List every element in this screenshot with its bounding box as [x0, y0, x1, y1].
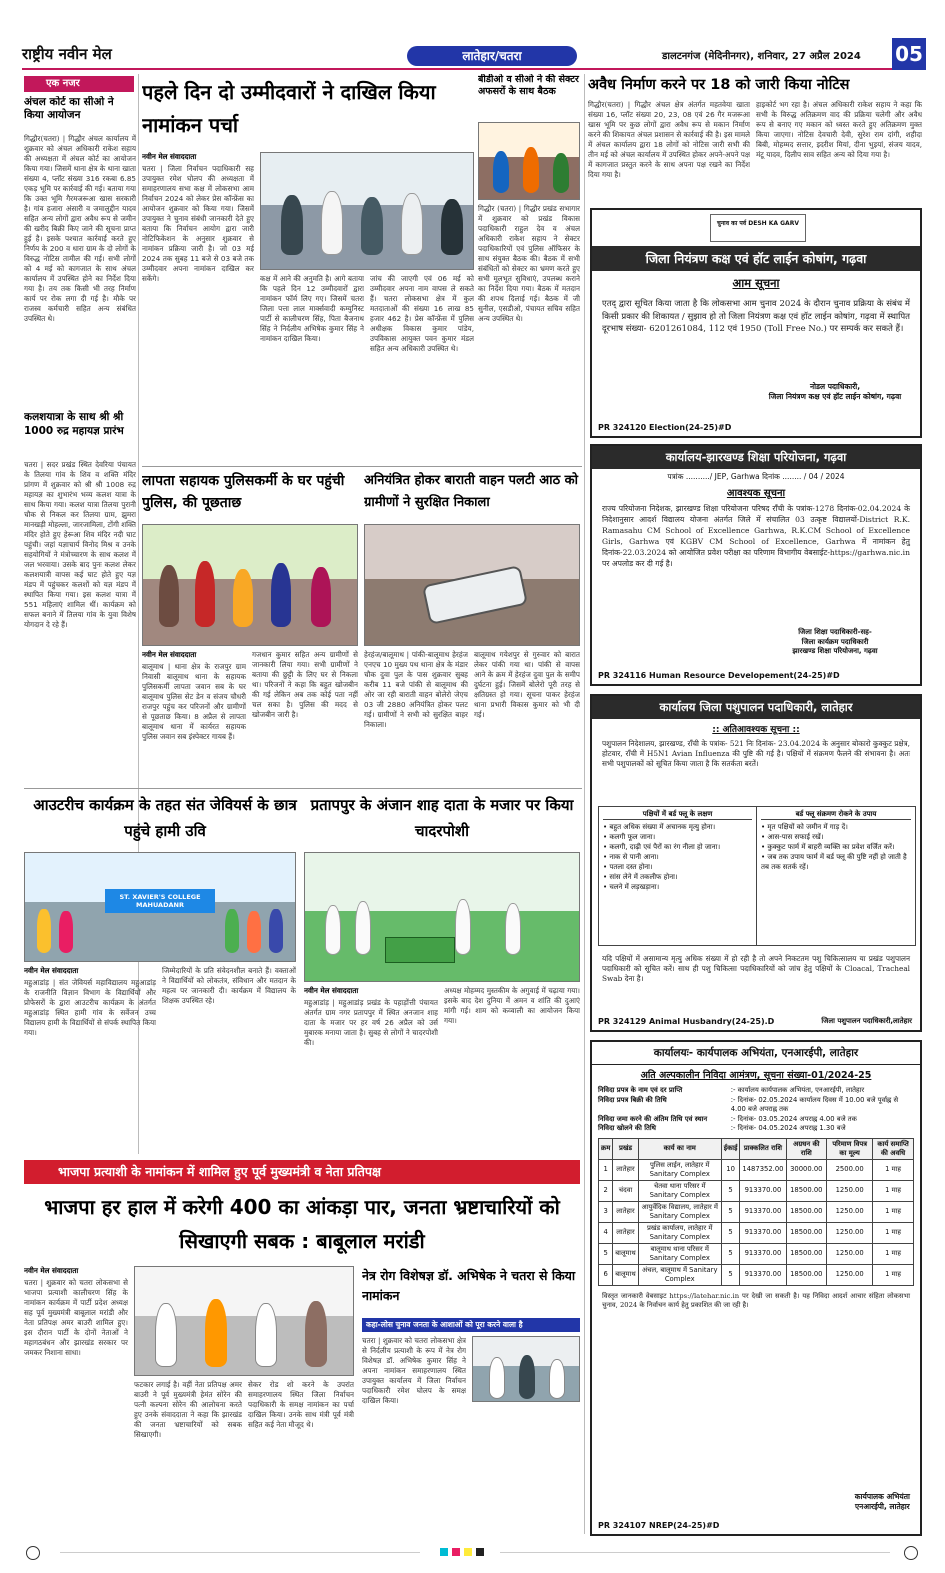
table-cell: लातेहार — [613, 1222, 638, 1243]
tender-info-value: :- दिनांक- 04.05.2024 अपराह्न 1.30 बजे — [730, 1124, 846, 1132]
list-item: • कुक्कुट फार्म में बाहरी व्यक्ति का प्रवेश वर्जित करें। — [761, 843, 895, 851]
symptoms-list — [603, 822, 752, 892]
illegal-article-col2: हाइकोर्ट भग रहा है। अंचल अधिकारी राकेश सहाय ने कहा कि सभी के विरुद्ध अतिक्रमण वाद की प्रक्रिया चलेगी और अवैध रूप से बनाए गए मकान को ध्वस्त करते हुए अतिक्रमण मुक्त किया जाएगा। नोटिस देवचारी देवी, सुरेश राम दांगी, शहीदा बिबी, मोहम्मद सत्तार, इदरीश मियां, दीना भुइयां, संजय यादव, मंटू यादव, दिलीप साव सहित अन्य को दिया गया है। — [756, 100, 922, 159]
police-headline: लापता सहायक पुलिसकर्मी के घर पहुंची पुलिस, की पूछताछ — [142, 473, 345, 511]
registration-mark — [904, 1546, 918, 1560]
outreach-article-col1 — [24, 966, 156, 1156]
color-swatch — [452, 1548, 460, 1556]
ek-nazar-tag: एक नजर — [24, 76, 134, 92]
education-body: राज्य परियोजना निदेशक, झारखण्ड शिक्षा परियोजना परिषद राँची के पत्रांक-1278 दिनांक-02.04.2024 के निदेशानुसार आदर्श विद्यालय योजना अंतर्गत जिले में संचालित 03 उत्कृष्ट विद्यालयों-District R.K. Ramasahu CM School of Excellence Garhwa, R.K.CM School of Excellence Girls, Garhwa एवं KGBV CM School of Excellence, Garhwa में नामांकन हेतु दिनांक-22.03.2024 को आयोजित प्रवेश परीक्षा का परिणाम विभागीय वेबसाईट-https://garhwa.nic.in पर अपलोड कर दी गई है। — [602, 504, 910, 568]
control-room-signature — [760, 382, 910, 402]
table-cell: 1 माह — [873, 1180, 914, 1201]
table-cell: 1 माह — [873, 1243, 914, 1264]
animal-pr: PR 324129 Animal Husbandry(24-25).D — [598, 1017, 775, 1026]
tender-notice — [590, 1040, 922, 1536]
accident-article-col2: बालूमाथ गयेशपुर से गुरुवार को बारात लेकर पांकी गया था। पांकी से वापस आने के क्रम में हेरहंज दुवा पुल के समीप दुर्घटना हुई। जिसमें बोलेरो पूरी तरह से क्षतिग्रस्त हो गया। सूचना पाकर हेरहंज थाना प्रभारी विकास कुमार को भी दी गई। — [474, 650, 580, 719]
mazar-headline: प्रतापपुर के अंजान शाह दाता के मजार पर किया चादरपोशी — [310, 796, 574, 840]
education-signature — [760, 628, 910, 657]
eye-article: चतरा | शुक्रवार को चतरा लोकसभा क्षेत्र से निर्दलीय प्रत्याशी के रूप में नेत्र रोग विशेषज्ञ डॉ. अभिषेक कुमार सिंह ने अपना नामांकन समाहरणालय स्थित उपायुक्त कार्यालय में जिला निर्वाचन पदाधिकारी रमेश घोलप के समक्ष दाखिल किया। — [362, 1336, 466, 1405]
table-cell: बालूमाथ — [613, 1264, 638, 1285]
list-item: • कलगी फूल जाना। — [603, 833, 656, 841]
outreach-photo — [24, 852, 296, 962]
tender-table — [598, 1138, 914, 1286]
registration-mark — [26, 1546, 40, 1560]
education-pr: PR 324116 Human Resource Developement(24-25)#D — [598, 671, 840, 680]
lead-article-col2: कक्ष में आने की अनुमति है। आगे बताया कि पहले दिन 12 उम्मीदवारों द्वारा नामांकन फॉर्म लिए गए। जिसमें चतरा जिला पत्ता लाल मार्क्सवादी कम्युनिस्ट पार्टी से कालीचरण सिंह, पिता बैजनाथ सिंह ने निर्दलीय अभिषेक कुमार सिंह ने नामांकन दाखिल किया। — [260, 274, 364, 343]
table-cell: 5 — [599, 1243, 613, 1264]
bjp-strap-band: भाजपा प्रत्याशी के नामांकन में शामिल हुए पूर्व मुख्यमंत्री व नेता प्रतिपक्ष — [24, 1160, 580, 1184]
mazar-photo — [304, 852, 580, 982]
table-cell: 5 — [721, 1222, 740, 1243]
table-cell: 5 — [721, 1243, 740, 1264]
outreach-paragraph-1: महुआडांड़ | संत जेवियर्स महाविद्यालय महुआडांड़ के राजनीति विज्ञान विभाग के विद्यार्थियों और प्रोफेसरों के द्वारा आउटरीच कार्यक्रम के अंतर्गत महुआडांड़ स्थित हामी गांव के सर्वेजन उच्च विद्यालय हामी के विद्यार्थियों से संपर्क स्थापित किया गया। — [24, 978, 156, 1037]
table-cell: 1 माह — [873, 1159, 914, 1180]
table-cell: लातेहार — [613, 1159, 638, 1180]
list-item: • कलगी, दाढ़ी एवं पैरों का रंग नीला हो जाना। — [603, 843, 721, 851]
tender-info-value: :- दिनांक- 02.05.2024 कार्यालय दिवस में 10.00 बजे पूर्वाह्न से 4.00 बजे अपराह्न तक — [730, 1095, 899, 1113]
bird-flu-table — [598, 806, 916, 946]
police-paragraph-1: बालूमाथ | थाना क्षेत्र के राजपुर ग्राम निवासी बालूमाथ थाना के सहायक पुलिसकर्मी लापता जवान सब के घर बालूमाथ पुलिस सेट डेन व संजय चौधरी राजपुर पहुंच कर परिजनों और ग्रामीणों से पूछताछ किया। 8 अप्रैल से लापता बालूमाथ थाना में कार्यरत सहायक पुलिस जवान सब इंस्पेक्टर गायब हैं। — [142, 662, 246, 741]
table-cell: 30000.00 — [786, 1159, 827, 1180]
tender-signature — [855, 1492, 910, 1512]
tender-info-row — [598, 1086, 914, 1096]
tender-title: कार्यालयः- कार्यपालक अभियंता, एनआरईपी, लातेहार — [592, 1042, 920, 1065]
tender-notes: विस्तृत जानकारी वेबसाइट https://latehar.nic.in पर देखी जा सकती है। यह निविदा आदर्श आचार संहिता लोकसभा चुनाव, 2024 के निर्वाचन कार्य हेतु प्रकाशित की जा रही है। — [602, 1291, 910, 1309]
education-title: कार्यालय-झारखण्ड शिक्षा परियोजना, गढ़वा — [592, 446, 920, 469]
signature-line: एनआरईपी, लातेहार — [855, 1502, 910, 1511]
mazar-article-col2: अध्यक्ष मोहम्मद मुस्तकीम के अगुवाई में चढ़ाया गया। इसके बाद देश दुनिया में अमन व शांति की दुआएं मांगी गई। शाम को कव्वाली का आयोजन किया गया। — [444, 986, 580, 1025]
table-cell: 913370.00 — [740, 1201, 786, 1222]
bjp-headline: भाजपा हर हाल में करेगी 400 का आंकड़ा पार, जनता भ्रष्टाचारियों को सिखाएगी सबक : बाबूलाल मरांडी — [44, 1195, 560, 1253]
control-room-body: एतद् द्वारा सूचित किया जाता है कि लोकसभा आम चुनाव 2024 के दौरान चुनाव प्रक्रिया के संबंध में किसी प्रकार की शिकायत / सुझाव हो तो जिला नियंत्रण कक्ष एवं हॉट लाईन कोषांग, गढ़वा में स्थापित दूरभाष संख्या- 6201261084, 112 एवं 1950 (Toll Free No.) पर सम्पर्क कर सकते हैं। — [602, 299, 910, 334]
tender-table-body — [599, 1159, 914, 1285]
animal-signature: जिला पशुपालन पदाधिकारी,लातेहार — [821, 1017, 912, 1025]
left-headline-2: कलशयात्रा के साथ श्री श्री 1000 रुद्र महायज्ञ प्रारंभ — [24, 411, 124, 437]
symptoms-column — [599, 807, 757, 945]
list-item: • बहुत अधिक संख्या में अचानक मृत्यु होना। — [603, 823, 716, 831]
tender-info-label: निविदा प्रपत्र के नाम एवं दर प्राप्ति — [598, 1086, 683, 1094]
police-byline: नवीन मेल संवाददाता — [142, 650, 197, 659]
bjp-paragraph-1: चतरा | शुक्रवार को चतरा लोकसभा से भाजपा प्रत्याशी कालीचरण सिंह के नामांकन कार्यक्रम में पार्टी प्रदेश अध्यक्ष सह पूर्व मुख्यमंत्री बाबूलाल मरांडी और नेता प्रतिपक्ष अमर बाउरी शामिल हुए। इस दौरान पार्टी के दोनों नेताओं ने महागठबंधन और झारखंड सरकार पर जमकर निशाना साधा। — [24, 1278, 128, 1357]
tender-info-row — [598, 1115, 914, 1125]
outreach-byline: नवीन मेल संवाददाता — [24, 966, 79, 975]
table-cell: बालूमाथ — [613, 1243, 638, 1264]
tender-column-header: कार्य समाप्ति की अवधि — [873, 1138, 914, 1159]
list-item: • मृत पक्षियों को जमीन में गाड़ दें। — [761, 823, 848, 831]
table-cell: 1487352.00 — [740, 1159, 786, 1180]
eye-headline: नेत्र रोग विशेषज्ञ डॉ. अभिषेक ने चतरा से किया नामांकन — [362, 1268, 576, 1303]
table-cell: चेतवा थाना परिसर में Sanitary Complex — [638, 1180, 721, 1201]
brand-name: राष्ट्रीय नवीन मेल — [22, 45, 112, 63]
table-cell: 4 — [599, 1222, 613, 1243]
list-item: • आस-पास सफाई रखें। — [761, 833, 824, 841]
table-cell: 913370.00 — [740, 1243, 786, 1264]
accident-headline: अनियंत्रित होकर बाराती वाहन पलटी आठ को ग्रामीणों ने सुरक्षित निकाला — [364, 473, 579, 510]
table-cell: 1250.00 — [827, 1180, 873, 1201]
tender-column-header: कार्य का नाम — [638, 1138, 721, 1159]
animal-subtitle: :: अतिआवश्यक सूचना :: — [712, 725, 800, 735]
table-cell: 1 माह — [873, 1222, 914, 1243]
outreach-headline: आउटरीच कार्यक्रम के तहत संत जेवियर्स के छात्र पहुंचे हामी उवि — [33, 796, 297, 840]
table-cell: प्रखंड कार्यालय, लातेहार में Sanitary Complex — [638, 1222, 721, 1243]
table-cell: 6 — [599, 1264, 613, 1285]
table-cell: 1250.00 — [827, 1222, 873, 1243]
bjp-article-col1 — [24, 1266, 128, 1540]
table-cell: 5 — [721, 1201, 740, 1222]
bjp-photo — [134, 1266, 354, 1376]
table-row — [599, 1159, 914, 1180]
tender-column-header: परिमाण विपत्र का मूल्य — [827, 1138, 873, 1159]
table-row — [599, 1264, 914, 1285]
tender-column-header: प्राक्कलित राशि — [740, 1138, 786, 1159]
control-room-subtitle: आम सूचना — [732, 276, 780, 290]
list-item: • सांस लेने में तकलीफ होना। — [603, 873, 678, 881]
tender-table-header — [599, 1138, 914, 1159]
table-cell: 3 — [599, 1201, 613, 1222]
illegal-headline: अवैध निर्माण करने पर 18 को जारी किया नोटिस — [588, 77, 850, 93]
lead-article-col1 — [142, 152, 254, 462]
bjp-article-col2: फटकार लगाई है। वहीं नेता प्रतिपक्ष अमर बाउरी ने पूर्व मुख्यमंत्री हेमंत सोरेन की पत्नी कल्पना सोरेन की आलोचना करते हुए उनके संवाददाता ने कहा कि झारखंड की जनता भ्रष्टाचारियों को सबक सिखाएगी। — [134, 1380, 242, 1439]
table-cell: लातेहार — [613, 1201, 638, 1222]
bdo-headline: बीडीओ व सीओ ने की सेक्टर अफसरों के साथ बैठक — [478, 74, 579, 97]
table-cell: चंदवा — [613, 1180, 638, 1201]
prevention-column — [757, 807, 915, 945]
police-article-col2: गजधान कुमार सहित अन्य ग्रामीणों से जानकारी लिया गया। सभी ग्रामीणों ने बताया की छुट्टी के लिए घर से निकला था। परिजनों ने कहा कि बहुत खोजबीन की गई लेकिन अब तक कोई पता नहीं चल सका है। पुलिस की मदद से खोजबीन जारी है। — [252, 650, 358, 719]
bjp-byline: नवीन मेल संवाददाता — [24, 1266, 79, 1275]
masthead — [22, 40, 922, 70]
lead-paragraph-1: चतरा | जिला निर्वाचन पदाधिकारी सह उपायुक्त रमेश घोलप की अध्यक्षता में समाहरणालय सभा कक्ष में लोकसभा आम निर्वाचन 2024 को लेकर प्रेस कॉन्फ्रेंस का आयोजन शुक्रवार को किया गया। जिसमें उपायुक्त ने चुनाव संबंधी जानकारी देते हुए बताया कि निर्वाचन आयोग द्वारा जारी नोटिफिकेशन के अनुसार शुक्रवार से नामांकन प्रक्रिया जारी है। जो 03 मई 2024 तक सुबह 11 बजे से 03 बजे तक उम्मीदवार अपना नामांकन दाखिल कर सकेंगे। — [142, 164, 254, 283]
list-item: • जब तक उपाय फार्म में बर्ड फ्लू की पुष्टि नहीं हो जाती है तब तक सतर्क रहें। — [761, 853, 907, 871]
table-cell: 1 माह — [873, 1264, 914, 1285]
signature-line: जिला कार्यक्रम पदाधिकारी — [801, 637, 869, 646]
table-cell: 2 — [599, 1180, 613, 1201]
police-photo — [142, 524, 358, 646]
signature-line: कार्यपालक अभियंता — [854, 1492, 910, 1501]
bdo-article: गिद्धौर (चतरा) | गिद्धौर प्रखंड सभागार में शुक्रवार को प्रखंड विकास पदाधिकारी राहुल देव व अंचल अधिकारी राकेश सहाय ने सेक्टर पदाधिकारियों एवं पुलिस ऑफिसर के साथ संयुक्त बैठक की। बैठक में सभी संबंधितों को सेक्टर का भ्रमण करते हुए सभी मूलभूत सुविधाएं, उपलब्ध कराने का निर्देश दिया गया। बैठक में मतदान की शपथ दिलाई गई। बैठक में जी सुनील, एसडीओ, पंचायत सचिव सहित अन्य उपस्थित थे। — [478, 204, 580, 323]
dateline: डालटनगंज (मेदिनीनगर), शनिवार, 27 अप्रैल 2024 — [662, 51, 861, 62]
symptoms-heading: पक्षियों में बर्ड फ्लू के लक्षण — [603, 809, 752, 820]
section-label: लातेहार/चतरा — [407, 46, 577, 66]
eye-strapline: कहा-लोस चुनाव जनता के आशाओं को पूरा करने वाला है — [362, 1318, 580, 1332]
election-logo: चुनाव का पर्व DESH KA GARV — [710, 214, 806, 242]
table-cell: 1250.00 — [827, 1264, 873, 1285]
color-swatch — [464, 1548, 472, 1556]
mazar-byline: नवीन मेल संवाददाता — [304, 986, 359, 995]
tender-column-header: क्रम — [599, 1138, 613, 1159]
animal-husbandry-notice — [590, 694, 922, 1032]
table-row — [599, 1243, 914, 1264]
table-cell: 5 — [721, 1264, 740, 1285]
table-row — [599, 1222, 914, 1243]
tender-column-header: ईकाई — [721, 1138, 740, 1159]
left-headline-1: अंचल कोर्ट का सीओ ने किया आयोजन — [24, 96, 114, 121]
table-cell: 10 — [721, 1159, 740, 1180]
table-cell: 18500.00 — [786, 1264, 827, 1285]
prevention-list — [761, 822, 911, 872]
table-cell: 1 माह — [873, 1201, 914, 1222]
prevention-heading: बर्ड फ्लू संक्रमण रोकने के उपाय — [761, 809, 911, 820]
left-article-1: गिद्धौर(चतरा) | गिद्धौर अंचल कार्यालय में शुक्रवार को अंचल अधिकारी राकेश सहाय की अध्यक्षता में अंचल कोर्ट का आयोजन किया गया। जिसमें थाना क्षेत्र के थाना खाता संख्या 4, प्लॉट संख्या 316 रकबा 6.85 एकड़ भूमि पर कार्रवाई की गई। बताया गया कि उक्त भूमि गैरमजरूआ खास सरकारी है। गांव हजारा अंसारी व जमालुद्दीन यादव सहित अन्य लोगों द्वारा अवैध रूप से जमीन की खरीद बिक्री किए जाने की सूचना प्राप्त हुई है। इसके पश्चात कार्रवाई करते हुए निर्णय के 200 व धारा ग्राम के दो लोगों के विरुद्ध नोटिस तामील की गई। सभी लोगों को 4 मई को कागजात के साथ अंचल कार्यालय में उपस्थित होने का निर्देश दिया गया है। तय तक किसी भी तरह निर्माण कार्य पर रोक लगा दी गई है। मौके पर राजस्व कर्मचारी सहित अन्य संबंधित उपस्थित थे। — [24, 134, 136, 323]
accident-photo — [364, 524, 580, 646]
table-cell: 2500.00 — [827, 1159, 873, 1180]
signature-line: जिला शिक्षा पदाधिकारी-सह- — [798, 628, 872, 636]
mazar-paragraph-1: महुआडांड़ | महुआडांड़ प्रखंड के पहाड़ोंत्ती पंचायत अंतर्गत ग्राम नगर प्रतापपुर में स्थित अनजान शाह दाता के मजार पर हर वर्ष 26 अप्रैल को उर्स मुबारक मनाया जाता है। सुबह से लोगों ने चादरपोशी की। — [304, 998, 438, 1047]
tender-column-header: प्रखंड — [613, 1138, 638, 1159]
table-cell: 5 — [721, 1180, 740, 1201]
list-item: • पतला दस्त होना। — [603, 863, 653, 871]
page-number: 05 — [892, 38, 926, 70]
table-cell: 913370.00 — [740, 1264, 786, 1285]
tender-info-label: निविदा प्रपत्र बिक्री की तिथि — [598, 1095, 667, 1104]
table-cell: 18500.00 — [786, 1180, 827, 1201]
tender-info-label: निविदा खोलने की तिथि — [598, 1124, 656, 1132]
education-notice — [590, 444, 922, 686]
table-cell: अंचल, बालूमाथ में Sanitary Complex — [638, 1264, 721, 1285]
list-item: • चलने में लड़खड़ाना। — [603, 883, 660, 891]
table-cell: 1250.00 — [827, 1243, 873, 1264]
tender-pr: PR 324107 NREP(24-25)#D — [598, 1521, 720, 1530]
column-rule — [584, 74, 585, 1534]
signature-line: झारखण्ड शिक्षा परियोजना, गढ़वा — [792, 647, 878, 655]
lead-byline: नवीन मेल संवाददाता — [142, 152, 197, 161]
table-cell: 913370.00 — [740, 1180, 786, 1201]
table-row — [599, 1180, 914, 1201]
mazar-article-col1 — [304, 986, 438, 1156]
bdo-photo — [478, 122, 580, 200]
color-swatch — [476, 1548, 484, 1556]
control-room-pr: PR 324120 Election(24-25)#D — [598, 423, 732, 432]
eye-photo — [472, 1336, 580, 1402]
table-cell: 1 — [599, 1159, 613, 1180]
table-cell: आयुर्वेदिक विद्यालय, लातेहार में Sanitary Complex — [638, 1201, 721, 1222]
lead-article-col3: जांच की जाएगी एवं 06 मई को उम्मीदवार अपना नाम वापस ले सकते हैं। चतरा लोकसभा क्षेत्र में कुल मतदाताओं की संख्या 16 लाख 85 हजार 462 है। प्रेस कॉन्फ्रेंस में पुलिस अधीक्षक विकास कुमार पांडेय, उपविकास आयुक्त पवन कुमार मंडल सहित अन्य अधिकारी उपस्थित थे। — [370, 274, 474, 353]
police-article-col1 — [142, 650, 246, 784]
table-cell: 18500.00 — [786, 1201, 827, 1222]
animal-body: पशुपालन निदेशालय, झारखण्ड, राँची के पत्रांक- 521 निः दिनांक- 23.04.2024 के अनुसार बोकारो कुक्कुट प्रक्षेत्र, होटवार, राँची में H5N1 Avian Influenza की पुष्टि की गई है। पक्षियों में संक्रमण फैलने की संभावना है। अतः सभी पशुपालकों को सूचित किया जाता है कि सतर्कता बरतें। — [602, 739, 910, 768]
tender-info-label: निविदा जमा करने की अंतिम तिथि एवं स्थान — [598, 1114, 708, 1123]
table-cell: पुलिस लाईन, लातेहार में Sanitary Complex — [638, 1159, 721, 1180]
outreach-article-col2: जिम्मेदारियों के प्रति संवेदनशील बनाते हैं। वक्ताओं ने विद्यार्थियों को लोकतंत्र, संविधान और मतदान के महत्व पर जानकारी दी। कार्यक्रम में विद्यालय के शिक्षक उपस्थित रहे। — [162, 966, 296, 1005]
lead-photo — [260, 152, 474, 270]
signature-line: नोडल पदाधिकारी, — [809, 382, 861, 391]
accident-article-col1: हेरहंज/बालूमाथ | पांकी-बालूमाथ हेरहंज एनएच 10 मुख्य पथ थाना क्षेत्र के मंडार चौक दुवा पुल के पास शुक्रवार सुबह करीब 11 बजे पांकी से बालूमाथ की ओर जा रही बाराती वाहन बोलेरो जेएच 03 जी 2880 अनियंत्रित होकर पलट गई। ग्रामीणों ने सभी को सुरक्षित बाहर निकाला। — [364, 650, 468, 729]
tender-info-row — [598, 1096, 914, 1115]
table-cell: 913370.00 — [740, 1222, 786, 1243]
control-room-title: जिला नियंत्रण कक्ष एवं हॉट लाईन कोषांग, गढ़वा — [592, 246, 920, 271]
animal-title: कार्यालय जिला पशुपालन पदाधिकारी, लातेहार — [592, 696, 920, 719]
tender-column-header: अग्रधन की राशि — [786, 1138, 827, 1159]
tender-subtitle: अति अल्पकालीन निविदा आमंत्रण, सूचना संख्या-01/2024-25 — [640, 1070, 872, 1081]
left-article-2: चतरा | सदर प्रखंड स्थित देवरिया पंचायत के तिलया गांव के शिव व शक्ति मंदिर प्रांगण में शुक्रवार को श्री श्री 1008 रुद्र महायज्ञ का शुभारंभ भव्य कलश यात्रा के साथ किया गया। कलश यात्रा तिलया पुरानी चौक से निकल कर तिलया ग्राम, झुमरा मानखड़ी मोहल्ला, जारजामिला, टोंगी शक्ति मंदिर होते हुए हेरूआ शिव मंदिर नदी घाट पहुंची। जहां यज्ञाचार्य विनोद मिश्र व उनके सहयोगियों ने मंत्रोच्चारण के साथ कलश में जल भरवाया। उसके बाद पुनः कलश लेकर कलशयात्री वापस कई घाट होते हुए यज्ञ मंडप में पहुंचकर कलशों को यज्ञ मंडप में स्थापित किया गया। इस कलश यात्रा में 551 महिलाएं शामिल थीं। कार्यक्रम को सफल बनाने में तिलया गांव के युवा विशेष योगदान दे रहे हैं। — [24, 460, 136, 629]
illegal-article-col1: गिद्धौर(चतरा) | गिद्धौर अंचल क्षेत्र अंतर्गत महतवेया खाता संख्या 16, प्लॉट संख्या 20, 23, 08 एवं 26 गैर मजरूआ खास भूमि पर कुछ लोगों द्वारा अवैध रूप से मकान निर्माण करने की शिकायत अंचल प्रशासन से कार्रवाई की है। इस मामले में अंचल कार्यालय द्वारा 18 लोगों को नोटिस जारी सभी की तीन मई को अंचल कार्यालय में उपस्थित होकर अपने-अपने पक्ष में कागजात प्रस्तुत करने के साथ अपना पक्ष रखने का निर्देश दिया गया है। — [588, 100, 750, 179]
outreach-banner: ST. XAVIER'S COLLEGE MAHUADANR — [105, 889, 215, 913]
table-row — [599, 1201, 914, 1222]
bjp-article-col3: सेकर रोड शो करने के उपरांत समाहरणालय स्थित जिला निर्वाचन पदाधिकारी के समक्ष नामांकन का पर्चा दाखिल किया। उनके साथ मंत्री पूर्व मंत्री सहित कई नेता मौजूद थे। — [248, 1380, 354, 1429]
tender-info-value: :- दिनांक- 03.05.2024 अपराह्न 4.00 बजे तक — [730, 1114, 857, 1123]
control-room-notice — [590, 208, 922, 438]
table-cell: 18500.00 — [786, 1243, 827, 1264]
animal-footer: यदि पक्षियों में असामान्य मृत्यु अधिक संख्या में हो रही है तो अपने निकटतम पशु चिकित्सालय या प्रखंड पशुपालन पदाधिकारी को सूचित करें। साथ ही पशु चिकित्सा पदाधिकारियों को जांच हेतु पक्षियों के Cloacal, Tracheal Swab देना है। — [602, 954, 910, 983]
table-cell: 1250.00 — [827, 1201, 873, 1222]
lead-headline: पहले दिन दो उम्मीदवारों ने दाखिल किया नामांकन पर्चा — [142, 80, 436, 137]
tender-info-row — [598, 1124, 914, 1134]
table-cell: 18500.00 — [786, 1222, 827, 1243]
tender-info-value: :- कार्यालय कार्यपालक अभियंता, एनआरईपी, लातेहार — [730, 1086, 865, 1094]
signature-line: जिला नियंत्रण कक्ष एवं हॉट लाईन कोषांग, गढ़वा — [768, 392, 902, 401]
color-swatch — [440, 1548, 448, 1556]
education-ref: पत्रांक ........../ JEP, Garhwa दिनांक ........ / 04 / 2024 — [667, 472, 845, 481]
list-item: • नाक से पानी आना। — [603, 853, 659, 861]
education-subtitle: आवश्यक सूचना — [726, 488, 786, 499]
tender-info — [592, 1084, 920, 1136]
table-cell: बालूमाथ थाना परिसर में Sanitary Complex — [638, 1243, 721, 1264]
tender-table-wrap — [592, 1136, 920, 1288]
